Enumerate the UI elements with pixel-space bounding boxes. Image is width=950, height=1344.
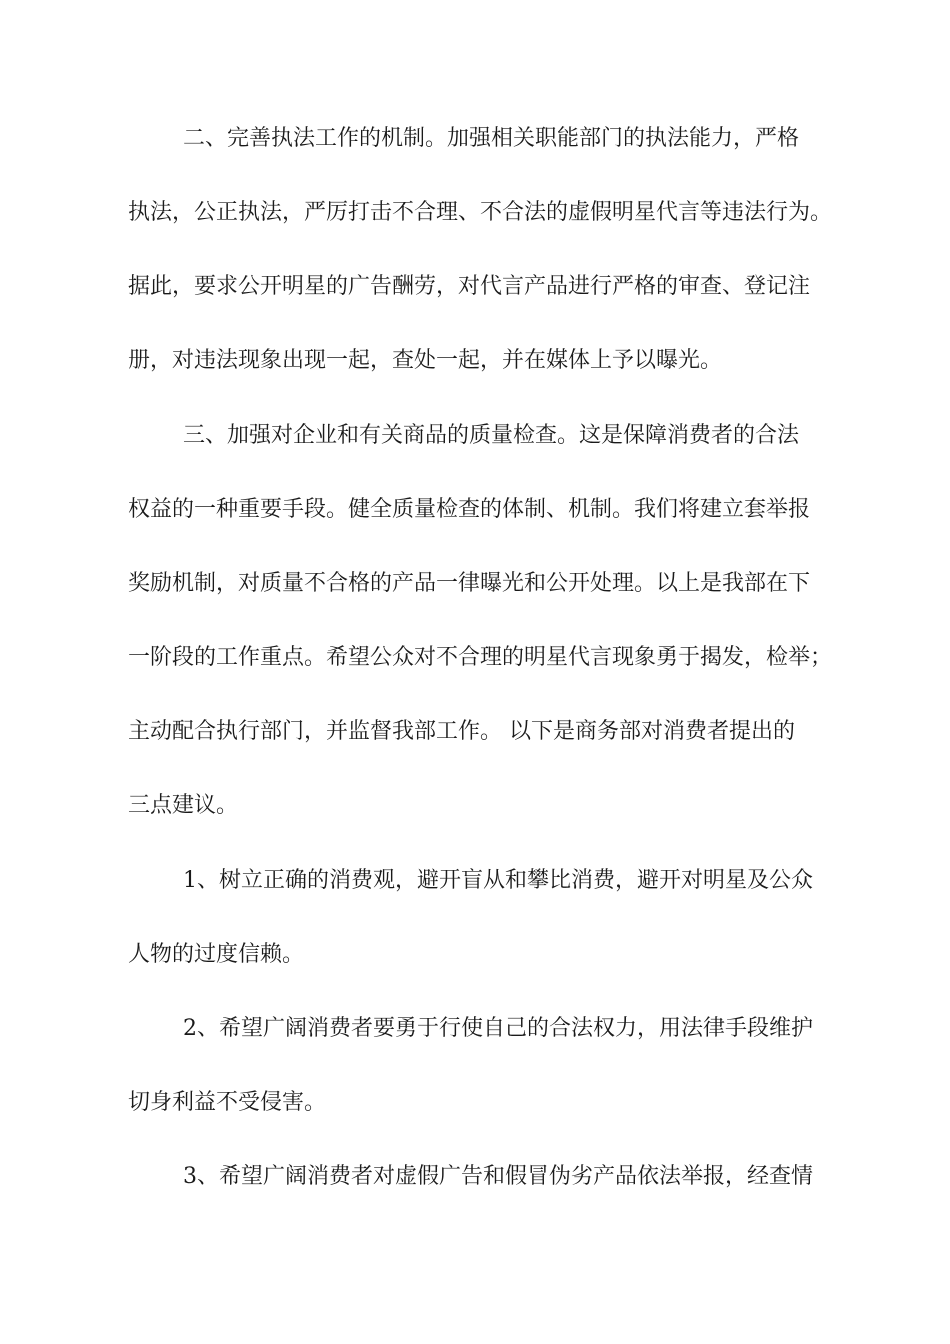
- paragraph-3-line-1: 三、加强对企业和有关商品的质量检查。这是保障消费者的合法: [183, 423, 800, 448]
- paragraph-2-line-2: 执法，公正执法，严厉打击不合理、不合法的虚假明星代言等违法行为。: [128, 200, 833, 225]
- suggestion-1-line-2: 人物的过度信赖。: [128, 942, 305, 967]
- paragraph-3-line-4: 一阶段的工作重点。希望公众对不合理的明星代言现象勇于揭发，检举；: [128, 645, 833, 670]
- paragraph-3-line-3: 奖励机制，对质量不合格的产品一律曝光和公开处理。以上是我部在下: [128, 571, 811, 596]
- suggestion-1-line-1: 1、树立正确的消费观，避开盲从和攀比消费，避开对明星及公众: [183, 868, 813, 893]
- suggestion-3-line-1: 3、希望广阔消费者对虚假广告和假冒伪劣产品依法举报，经查情: [183, 1164, 813, 1189]
- paragraph-2-line-3: 据此，要求公开明星的广告酬劳，对代言产品进行严格的审查、登记注: [128, 274, 811, 299]
- paragraph-2-line-1: 二、完善执法工作的机制。加强相关职能部门的执法能力，严格: [183, 126, 800, 151]
- suggestion-2-line-2: 切身利益不受侵害。: [128, 1090, 327, 1115]
- paragraph-3-line-5: 主动配合执行部门，并监督我部工作。 以下是商务部对消费者提出的: [128, 719, 795, 744]
- paragraph-3-line-6: 三点建议。: [128, 793, 239, 818]
- suggestion-2-line-1: 2、希望广阔消费者要勇于行使自己的合法权力，用法律手段维护: [183, 1016, 813, 1041]
- paragraph-2-line-4: 册，对违法现象出现一起，查处一起，并在媒体上予以曝光。: [128, 348, 723, 373]
- paragraph-3-line-2: 权益的一种重要手段。健全质量检查的体制、机制。我们将建立套举报: [128, 497, 811, 522]
